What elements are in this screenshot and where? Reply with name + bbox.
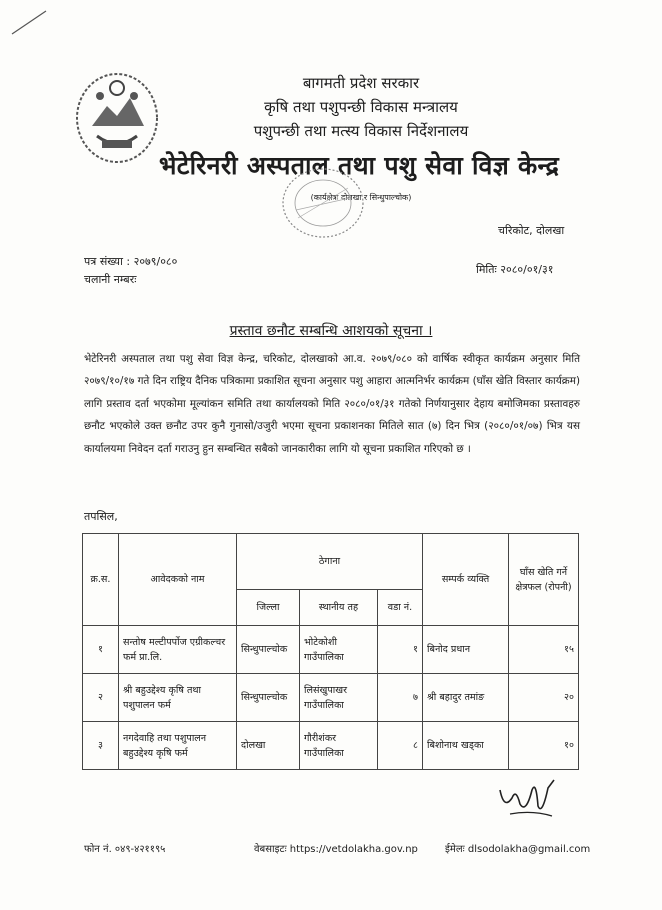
table-row (83, 722, 579, 770)
cell-applicant: नगदेवाहि तथा पशुपालन बहुउद्देश्य कृषि फर्म (119, 722, 237, 770)
cell-local-level: भोटेकोशी गाउँपालिका (300, 626, 378, 674)
cell-contact: बिशोनाथ खड्का (423, 722, 509, 770)
cell-area: १० (509, 722, 579, 770)
table-row (83, 674, 579, 722)
corner-mark (10, 8, 50, 38)
header-directorate: पशुपन्छी तथा मत्स्य विकास निर्देशनालय (253, 122, 469, 140)
header-province: बागमती प्रदेश सरकार (302, 74, 420, 92)
office-location: चरिकोट, दोलखा (498, 224, 565, 237)
dispatch-number: चलानी नम्बरः (84, 273, 137, 286)
header-ministry: कृषि तथा पशुपन्छी विकास मन्त्रालय (264, 98, 458, 116)
cell-ward: ८ (378, 722, 423, 770)
cell-local-level: गौरीशंकर गाउँपालिका (300, 722, 378, 770)
cell-contact: श्री बहादुर तमांङ (423, 674, 509, 722)
cell-ward: १ (378, 626, 423, 674)
header-applicant: आवेदकको नाम (119, 534, 237, 626)
signature-icon (492, 770, 562, 820)
cell-area: १५ (509, 626, 579, 674)
header-address: ठेगाना (237, 534, 423, 590)
cell-applicant: श्री बहुउद्देश्य कृषि तथा पशुपालन फर्म (119, 674, 237, 722)
cell-district: दोलखा (237, 722, 300, 770)
cell-district: सिन्धुपाल्चोक (237, 626, 300, 674)
cell-sn: ३ (83, 722, 119, 770)
header-jurisdiction: (कार्यक्षेत्रः दोलखा र सिन्धुपाल्चोक) (310, 193, 412, 202)
cell-local-level: लिसंखुपाखर गाउँपालिका (300, 674, 378, 722)
footer-email: ईमेलः dlsodolakha@gmail.com (445, 844, 591, 855)
cell-contact: बिनोद प्रधान (423, 626, 509, 674)
footer-website: वेबसाइटः https://vetdolakha.gov.np (254, 844, 418, 855)
notice-body: भेटेरिनरी अस्पताल तथा पशु सेवा विज्ञ केन्द्र, चरिकोट, दोलखाको आ.व. २०७९/०८० को वार्षिक स्वीकृत कार्यक्रम अनुसार मिति २०७९/१०/१७ गते दिन राष्ट्रिय दैनिक पत्रिकामा प्रकाशित सूचना अनुसार पशु आहारा आत्मनिर्भर कार्यक्रम (घाँस खेति विस्तार कार्यक्रम) लागि प्रस्ताव दर्ता भएकोमा मूल्यांकन समिति तथा कार्यालयको मिति २०८०/०१/३१ गतेको निर्णयानुसार देहाय बमोजिमका प्रस्तावहरु छनौट भएकोले उक्त छनौट उपर कुनै गुनासो/उजुरी भएमा सूचना प्रकाशनका मितिले सात (७) दिन भित्र (२०८०/०१/०७) भित्र यस कार्यालयमा निवेदन दर्ता गराउनु हुन सम्बन्धित सबैको जानकारीका लागि यो सूचना प्रकाशित गरिएको छ । (84, 353, 580, 455)
cell-sn: १ (83, 626, 119, 674)
notice-subject: प्रस्ताव छनौट सम्बन्धि आशयको सूचना । (229, 323, 433, 339)
letter-number: पत्र संख्या : २०७९/०८० (84, 255, 178, 268)
selection-table (82, 533, 579, 770)
cell-district: सिन्धुपाल्चोक (237, 674, 300, 722)
header-office-name: भेटेरिनरी अस्पताल तथा पशु सेवा विज्ञ केन्द्र (158, 151, 560, 180)
office-stamp-icon (268, 158, 378, 243)
header-ward: वडा नं. (378, 590, 423, 626)
footer-phone: फोन नं. ०४९-४२११९५ (84, 844, 166, 855)
header-district: जिल्ला (237, 590, 300, 626)
header-contact: सम्पर्क व्यक्ति (423, 534, 509, 626)
annex-label: तपसिल, (84, 510, 118, 523)
cell-ward: ७ (378, 674, 423, 722)
letter-date: मितिः २०८०/०१/३१ (476, 263, 554, 276)
header-local-level: स्थानीय तह (300, 590, 378, 626)
header-area: घाँस खेति गर्ने क्षेत्रफल (रोपनी) (509, 534, 579, 626)
table-row (83, 626, 579, 674)
cell-area: २० (509, 674, 579, 722)
cell-sn: २ (83, 674, 119, 722)
header-sn: क्र.स. (83, 534, 119, 626)
cell-applicant: सन्तोष मल्टीपर्पोज एग्रीकल्चर फर्म प्रा.लि. (119, 626, 237, 674)
